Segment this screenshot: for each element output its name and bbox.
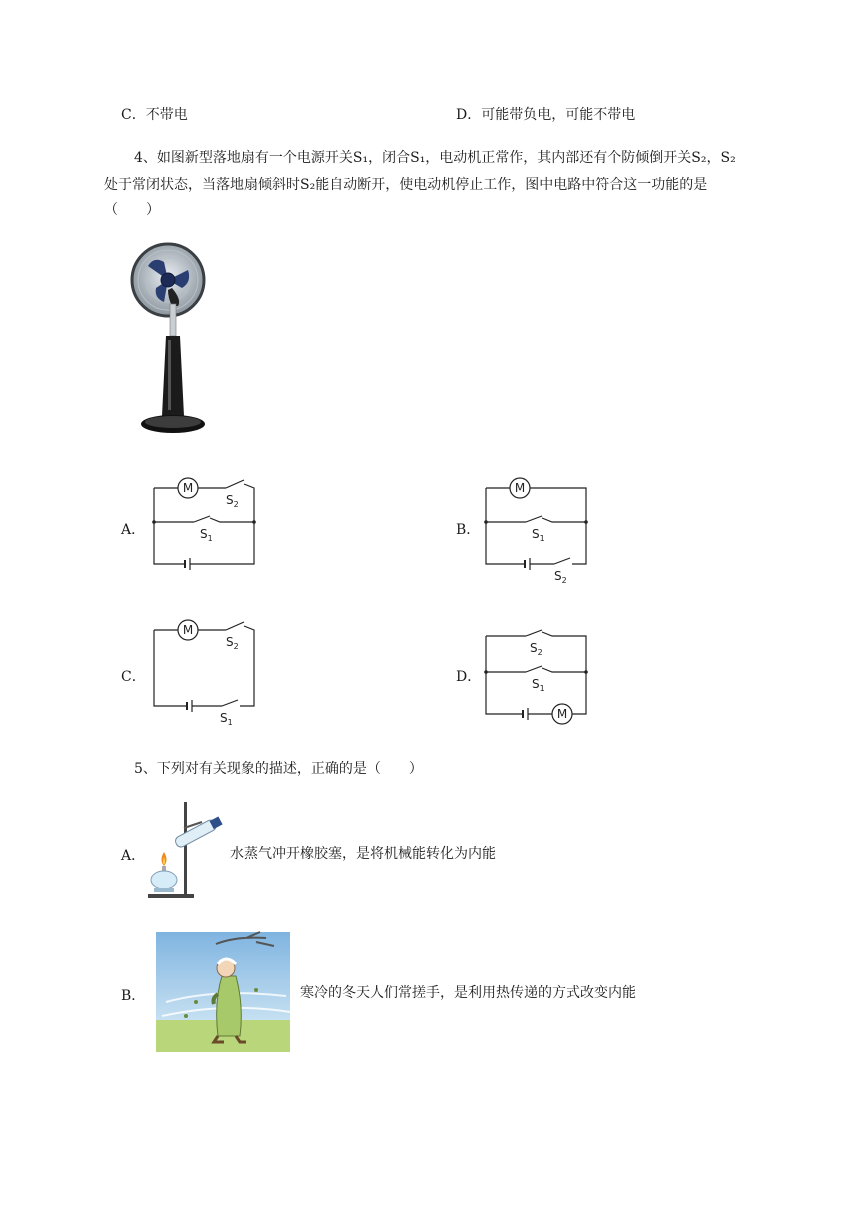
q4-option-a-label: A． bbox=[121, 522, 146, 538]
q4-stem-line1: 4、如图新型落地扇有一个电源开关S₁，闭合S₁，电动机正常作，其内部还有个防倾倒开关S₂，S₂ bbox=[134, 150, 736, 166]
switch-s2-label: $S_2$ bbox=[554, 569, 567, 585]
q5-option-b-text: 寒冷的冬天人们常搓手，是利用热传递的方式改变内能 bbox=[300, 985, 636, 1001]
motor-symbol: M bbox=[182, 623, 194, 637]
switch-s1-label: $S_1$ bbox=[532, 527, 545, 543]
switch-s1-label: $S_1$ bbox=[220, 711, 233, 727]
switch-s2-label: $S_2$ bbox=[226, 493, 239, 509]
switch-s2-label: $S_2$ bbox=[530, 641, 543, 657]
motor-symbol: M bbox=[556, 707, 568, 721]
circuit-c bbox=[150, 618, 262, 728]
q5-option-b-label: B． bbox=[121, 988, 146, 1004]
test-tube-experiment-image bbox=[144, 800, 228, 900]
q4-stem-line3: （ ） bbox=[104, 202, 160, 218]
q5-option-a-label: A． bbox=[121, 848, 146, 864]
q4-option-d-label: D． bbox=[456, 669, 482, 685]
floor-fan-image bbox=[128, 240, 214, 440]
motor-symbol: M bbox=[182, 481, 194, 495]
circuit-a bbox=[150, 476, 262, 576]
q5-option-a-text: 水蒸气冲开橡胶塞，是将机械能转化为内能 bbox=[230, 846, 496, 862]
motor-symbol: M bbox=[514, 481, 526, 495]
switch-s1-label: $S_1$ bbox=[200, 527, 213, 543]
switch-s1-label: $S_1$ bbox=[532, 677, 545, 693]
q4-stem-line2: 处于常闭状态，当落地扇倾斜时S₂能自动断开，使电动机停止工作，图中电路中符合这一功能的是 bbox=[104, 177, 708, 193]
q3-option-c: C．不带电 bbox=[121, 107, 188, 123]
q5-stem: 5、下列对有关现象的描述，正确的是（ ） bbox=[134, 761, 423, 777]
q4-option-c-label: C． bbox=[121, 669, 146, 685]
switch-s2-label: $S_2$ bbox=[226, 635, 239, 651]
circuit-b bbox=[482, 476, 594, 586]
circuit-d bbox=[482, 622, 594, 726]
q4-option-b-label: B． bbox=[456, 522, 481, 538]
old-man-rubbing-hands-image bbox=[156, 932, 290, 1052]
q3-option-d: D．可能带负电，可能不带电 bbox=[456, 107, 636, 123]
